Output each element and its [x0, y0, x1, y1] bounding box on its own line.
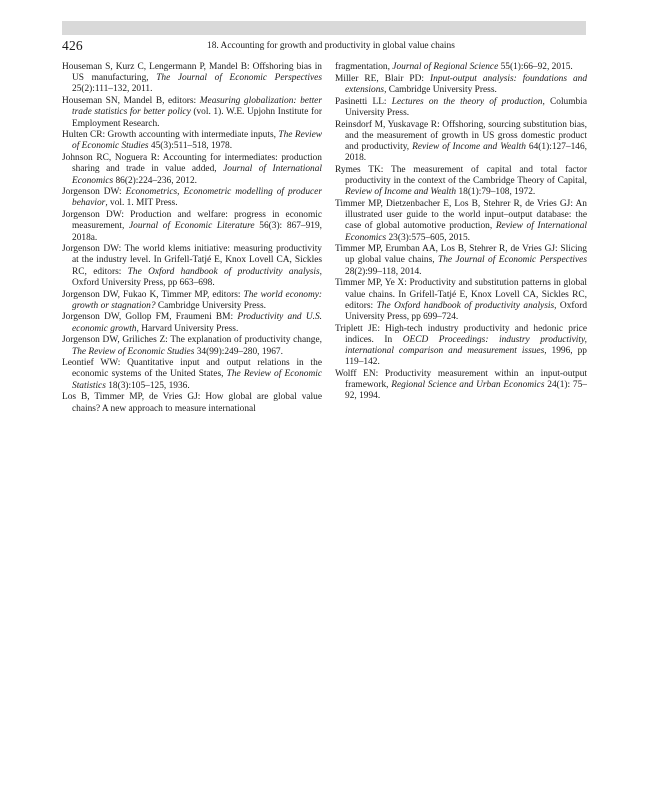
reference-text: 64(1):127–146, 2018. [345, 141, 587, 164]
reference-text: Jorgenson DW: [62, 187, 126, 198]
reference-entry [62, 290, 322, 312]
reference-entry [62, 358, 322, 392]
reference-text: 24(1): 75–92, 1994. [345, 380, 587, 402]
reference-entry [335, 278, 587, 323]
reference-title: The Review of Economic Studies [72, 346, 195, 357]
reference-title: Review of Income and Wealth [345, 187, 457, 198]
reference-text: Houseman SN, Mandel B, editors: [62, 96, 200, 107]
reference-text: Timmer MP, Ye X: Productivity and substitution patterns in global value chains. In Grifell-Tatjé E, Knox Lovell CA, Sickles RC, editors: [335, 278, 587, 311]
reference-entry [62, 62, 322, 96]
reference-title: The Oxford handbook of productivity analysis [376, 300, 555, 311]
reference-text: Miller RE, Blair PD: [335, 73, 431, 84]
reference-text: 18(1):79–108, 1972. [456, 187, 536, 198]
reference-text: Wolff EN: Productivity measurement within an input-output framework, [335, 368, 587, 391]
reference-entry [335, 199, 587, 244]
reference-title: Regional Science and Urban Economics [391, 380, 545, 391]
reference-text: Jorgenson DW: Production and welfare: progress in economic measurement, [62, 210, 322, 232]
reference-text: , 1996, pp 119–142. [345, 346, 587, 368]
reference-text: Pasinetti LL: [335, 96, 392, 107]
reference-entry [62, 210, 322, 244]
reference-title: Input-output analysis: foundations and extensions [345, 73, 588, 95]
reference-entry [335, 120, 587, 165]
reference-text: 55(1):66–92, 2015. [498, 62, 573, 72]
reference-text: Cambridge University Press. [155, 300, 266, 311]
reference-text: Hulten CR: Growth accounting with intermediate inputs, [62, 130, 279, 141]
reference-entry [335, 369, 587, 403]
reference-title: Journal of Economic Literature [128, 221, 255, 232]
reference-entry [62, 130, 322, 152]
reference-text: , Columbia University Press. [345, 96, 587, 118]
reference-title: The Journal of Economic Perspectives [438, 255, 587, 266]
reference-title: Review of Income and Wealth [412, 141, 526, 152]
reference-text: Johnson RC, Noguera R: Accounting for intermediates: production sharing and trade in value added, [62, 153, 322, 175]
reference-text: Jorgenson DW, Gollop FM, Fraumeni BM: [62, 312, 238, 323]
reference-title: The world economy: growth or stagnation? [72, 289, 322, 311]
reference-text: Leontief WW: Quantitative input and output relations in the economic systems of the United States, [62, 358, 322, 380]
reference-text: 28(2):99–118, 2014. [345, 266, 422, 277]
reference-title: The Review of Economic Studies [72, 130, 322, 152]
reference-text: 45(3):511–518, 1978. [148, 141, 233, 152]
reference-text: Jorgenson DW, Griliches Z: The explanation of productivity change, [62, 335, 322, 346]
reference-text: Jorgenson DW, Fukao K, Timmer MP, editors: [62, 289, 244, 300]
reference-entry [335, 97, 587, 119]
reference-text: Triplett JE: High-tech industry productivity and hedonic price indices. In [335, 323, 587, 345]
reference-title: Review of International Economics [345, 221, 587, 243]
reference-title: The Review of Economic Statistics [72, 369, 322, 391]
reference-text: Jorgenson DW: The world klems initiative: measuring productivity at the industry level. In Grifell-Tatjé E, Knox Lovell CA, Sickles RC, editors: [62, 244, 322, 277]
page-number: 426 [62, 38, 83, 53]
reference-entry [62, 187, 322, 209]
reference-text: , Oxford University Press, pp 699–724. [345, 300, 588, 322]
reference-text: 25(2):111–132, 2011. [72, 84, 153, 95]
reference-entry [335, 165, 587, 199]
references-left-column [62, 62, 322, 415]
reference-entry [335, 74, 587, 96]
reference-text: Los B, Timmer MP, de Vries GJ: How global are global value chains? A new approach to measure international [62, 392, 322, 414]
reference-title: Journal of Regional Science [392, 62, 499, 72]
reference-text: Timmer MP, Dietzenbacher E, Los B, Stehrer R, de Vries GJ: An illustrated user guide to the world input–output database: the case of global automotive production, [335, 198, 587, 232]
reference-title: The Oxford handbook of productivity analysis [127, 266, 320, 277]
reference-text: (vol. 1). W.E. Upjohn Institute for Employment Research. [72, 107, 322, 129]
reference-entry [62, 312, 322, 334]
reference-title: Productivity and U.S. economic growth [72, 312, 322, 334]
reference-entry [62, 153, 322, 187]
reference-text: fragmentation, [335, 62, 393, 72]
reference-entry [62, 244, 322, 289]
reference-title: Econometrics, Econometric modelling of producer behavior [72, 187, 322, 209]
reference-text: Reinsdorf M, Yuskavage R: Offshoring, sourcing substitution bias, and the measurement of growth in US gross domestic product and productivity, [335, 119, 587, 152]
reference-text: , vol. 1. MIT Press. [105, 198, 178, 209]
reference-text: Timmer MP, Erumban AA, Los B, Stehrer R, de Vries GJ: Slicing up global value chains, [335, 244, 587, 266]
reference-text: 56(3): 867–919, 2018a. [72, 221, 322, 243]
reference-text: 23(3):575–605, 2015. [386, 232, 470, 243]
references-right-column [335, 62, 587, 403]
reference-title: OECD Proceedings: industry productivity, international comparison and measurement issues [345, 334, 587, 357]
reference-entry [62, 392, 322, 414]
header-bar [62, 21, 586, 35]
reference-text: , Harvard University Press. [136, 323, 239, 334]
reference-entry [335, 62, 587, 73]
reference-entry [62, 335, 322, 357]
reference-text: Rymes TK: The measurement of capital and total factor productivity in the context of the Cambridge Theory of Capital, [335, 164, 587, 187]
reference-title: Measuring globalization: better trade statistics for better policy [72, 96, 322, 118]
reference-text: , Cambridge University Press. [384, 84, 497, 95]
reference-entry [62, 96, 322, 130]
reference-title: Journal of International Economics [72, 164, 322, 186]
reference-text: Houseman S, Kurz C, Lengermann P, Mandel B: Offshoring bias in US manufacturing, [62, 62, 322, 84]
reference-entry [335, 324, 587, 369]
reference-text: 18(3):105–125, 1936. [105, 380, 190, 391]
reference-text: , Oxford University Press, pp 663–698. [72, 266, 322, 288]
reference-text: 34(99):249–280, 1967. [194, 346, 283, 357]
reference-title: The Journal of Economic Perspectives [156, 73, 322, 84]
reference-entry [335, 244, 587, 278]
reference-text: 86(2):224–236, 2012. [113, 175, 197, 186]
running-head: 18. Accounting for growth and productivity in global value chains [207, 41, 455, 51]
reference-title: Lectures on the theory of production [391, 96, 543, 107]
